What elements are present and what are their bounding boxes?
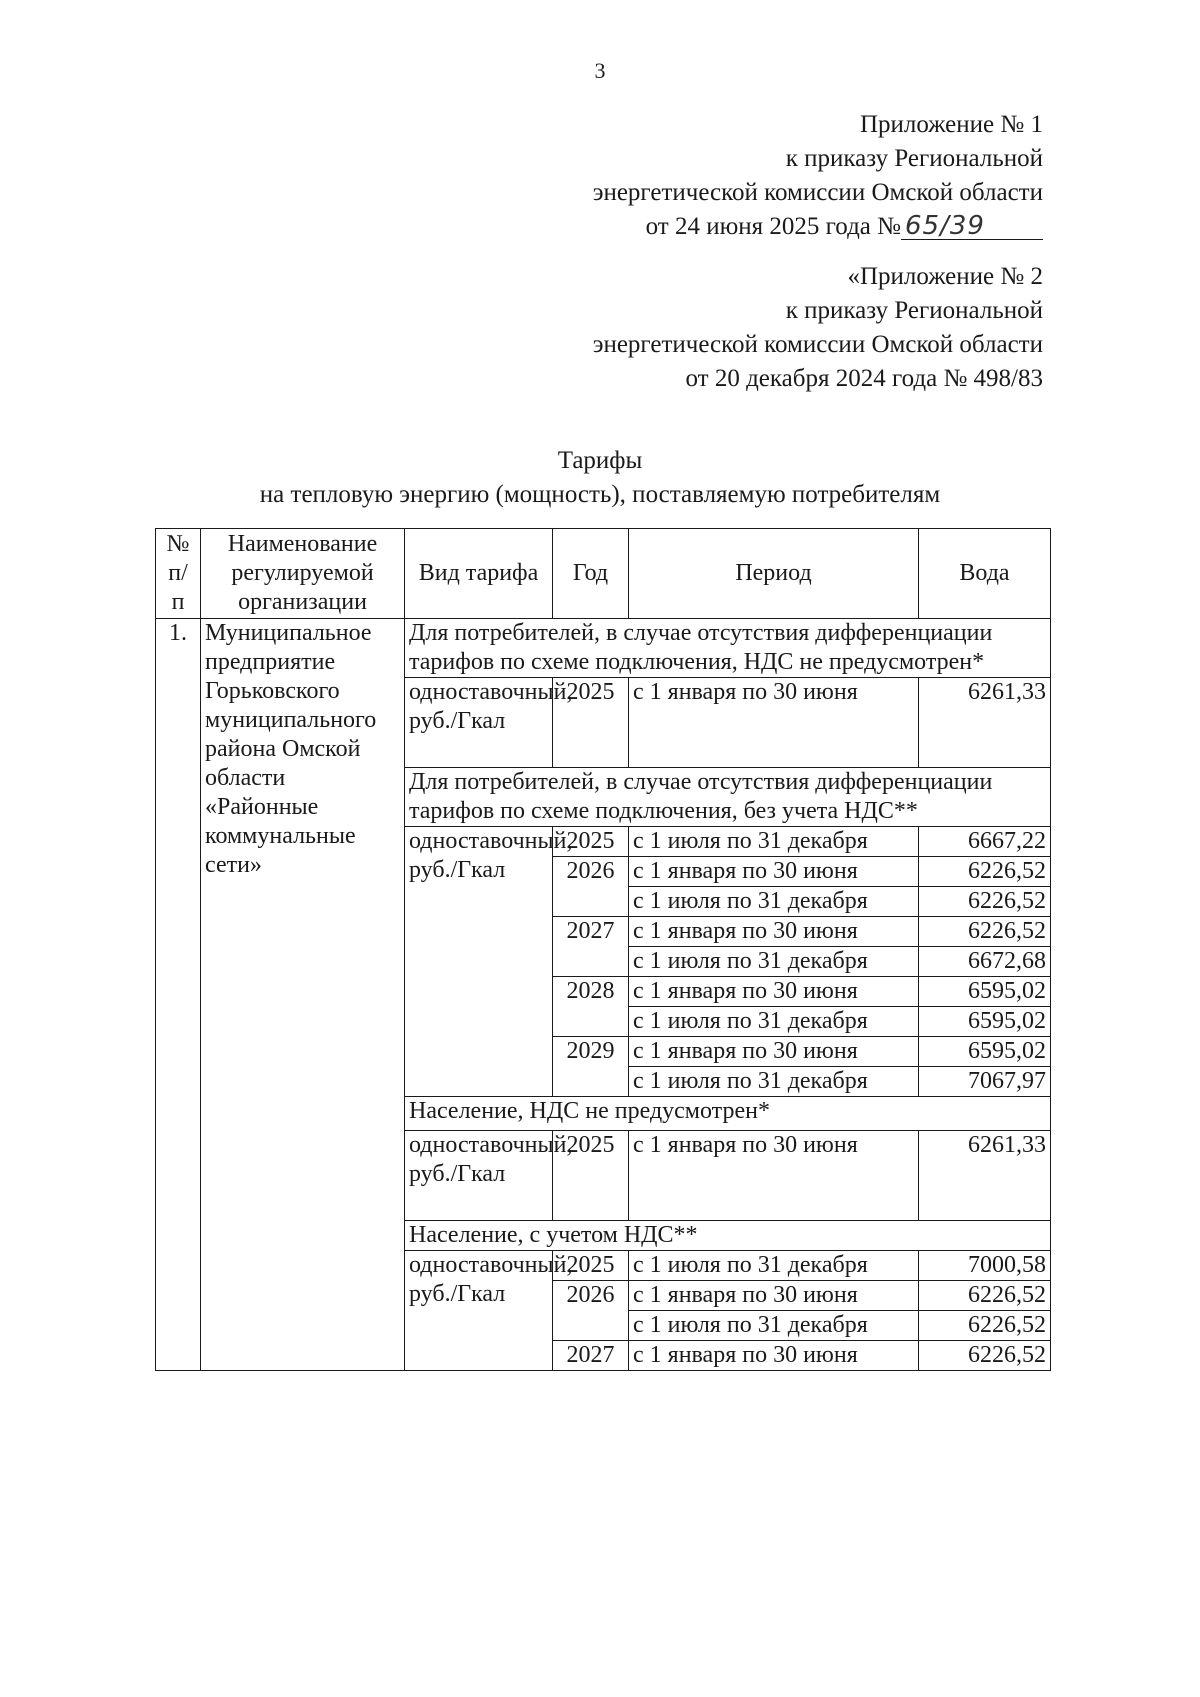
period-cell: с 1 июля по 31 декабря — [629, 1067, 919, 1097]
period-cell: с 1 июля по 31 декабря — [629, 1311, 919, 1341]
organization-name: Муниципальное предприятие Горьковского муниципального района Омской области «Районные коммунальные сети» — [201, 619, 405, 1371]
water-value: 6226,52 — [919, 1341, 1051, 1371]
year-cell: 2025 — [553, 678, 629, 768]
water-value: 6226,52 — [919, 1311, 1051, 1341]
document-title — [0, 444, 1200, 512]
water-value: 6226,52 — [919, 1281, 1051, 1311]
year-cell: 2026 — [553, 857, 629, 917]
water-value: 6261,33 — [919, 1131, 1051, 1221]
water-value: 6595,02 — [919, 1007, 1051, 1037]
period-cell: с 1 июля по 31 декабря — [629, 827, 919, 857]
period-cell: с 1 июля по 31 декабря — [629, 1251, 919, 1281]
year-cell: 2025 — [553, 827, 629, 857]
year-cell: 2027 — [553, 1341, 629, 1371]
appendix-1-header — [593, 108, 1043, 244]
tariff-type: одноставочный, руб./Гкал — [405, 1251, 553, 1371]
period-cell: с 1 января по 30 июня — [629, 857, 919, 887]
row-number: 1. — [156, 619, 201, 1371]
handwritten-order-number: 65/39 — [901, 213, 1043, 240]
header-period: Период — [629, 529, 919, 619]
group-heading-4: Население, с учетом НДС** — [405, 1221, 1051, 1251]
appendix-1-commission: энергетической комиссии Омской области — [592, 179, 1043, 206]
table-header-row — [156, 529, 1051, 619]
group-heading-1: Для потребителей, в случае отсутствия дифференциации тарифов по схеме подключения, НДС не предусмотрен* — [405, 619, 1051, 678]
appendix-2-date: от 20 декабря 2024 года № 498/83 — [685, 365, 1043, 392]
title-line-1: Тарифы — [557, 447, 643, 474]
water-value: 6226,52 — [919, 857, 1051, 887]
appendix-2-header — [593, 260, 1043, 396]
title-line-2: на тепловую энергию (мощность), поставляемую потребителям — [259, 481, 941, 508]
year-cell: 2028 — [553, 977, 629, 1037]
header-num: № п/ п — [156, 529, 201, 619]
table-row — [156, 619, 1051, 678]
year-cell: 2029 — [553, 1037, 629, 1097]
group-heading-2: Для потребителей, в случае отсутствия дифференциации тарифов по схеме подключения, без учета НДС** — [405, 768, 1051, 827]
appendix-1-title: Приложение № 1 — [859, 111, 1043, 138]
tariff-table — [155, 528, 1051, 1371]
tariff-type: одноставочный, руб./Гкал — [405, 1131, 553, 1221]
period-cell: с 1 января по 30 июня — [629, 917, 919, 947]
water-value: 6672,68 — [919, 947, 1051, 977]
period-cell: с 1 января по 30 июня — [629, 1281, 919, 1311]
year-cell: 2026 — [553, 1281, 629, 1341]
period-cell: с 1 января по 30 июня — [629, 1131, 919, 1221]
period-cell: с 1 июля по 31 декабря — [629, 887, 919, 917]
tariff-type: одноставочный, руб./Гкал — [405, 827, 553, 1097]
water-value: 6595,02 — [919, 977, 1051, 1007]
header-water: Вода — [919, 529, 1051, 619]
page-number: 3 — [594, 58, 606, 83]
period-cell: с 1 июля по 31 декабря — [629, 947, 919, 977]
header-organization: Наименование регулируемой организации — [201, 529, 405, 619]
water-value: 6226,52 — [919, 887, 1051, 917]
group-heading-3: Население, НДС не предусмотрен* — [405, 1097, 1051, 1131]
year-cell: 2025 — [553, 1131, 629, 1221]
water-value: 7067,97 — [919, 1067, 1051, 1097]
header-tariff-type: Вид тарифа — [405, 529, 553, 619]
appendix-2-commission: энергетической комиссии Омской области — [592, 331, 1043, 358]
appendix-1-date-line — [593, 210, 1043, 244]
water-value: 6261,33 — [919, 678, 1051, 768]
year-cell: 2025 — [553, 1251, 629, 1281]
period-cell: с 1 января по 30 июня — [629, 1341, 919, 1371]
tariff-type: одноставочный, руб./Гкал — [405, 678, 553, 768]
water-value: 6595,02 — [919, 1037, 1051, 1067]
appendix-1-order-ref: к приказу Региональной — [785, 145, 1043, 172]
appendix-1-date: от 24 июня 2025 года № — [645, 213, 901, 240]
header-year: Год — [553, 529, 629, 619]
period-cell: с 1 января по 30 июня — [629, 678, 919, 768]
period-cell: с 1 января по 30 июня — [629, 1037, 919, 1067]
appendix-2-title: «Приложение № 2 — [847, 263, 1043, 290]
appendix-2-order-ref: к приказу Региональной — [785, 297, 1043, 324]
period-cell: с 1 июля по 31 декабря — [629, 1007, 919, 1037]
water-value: 7000,58 — [919, 1251, 1051, 1281]
year-cell: 2027 — [553, 917, 629, 977]
water-value: 6226,52 — [919, 917, 1051, 947]
period-cell: с 1 января по 30 июня — [629, 977, 919, 1007]
water-value: 6667,22 — [919, 827, 1051, 857]
